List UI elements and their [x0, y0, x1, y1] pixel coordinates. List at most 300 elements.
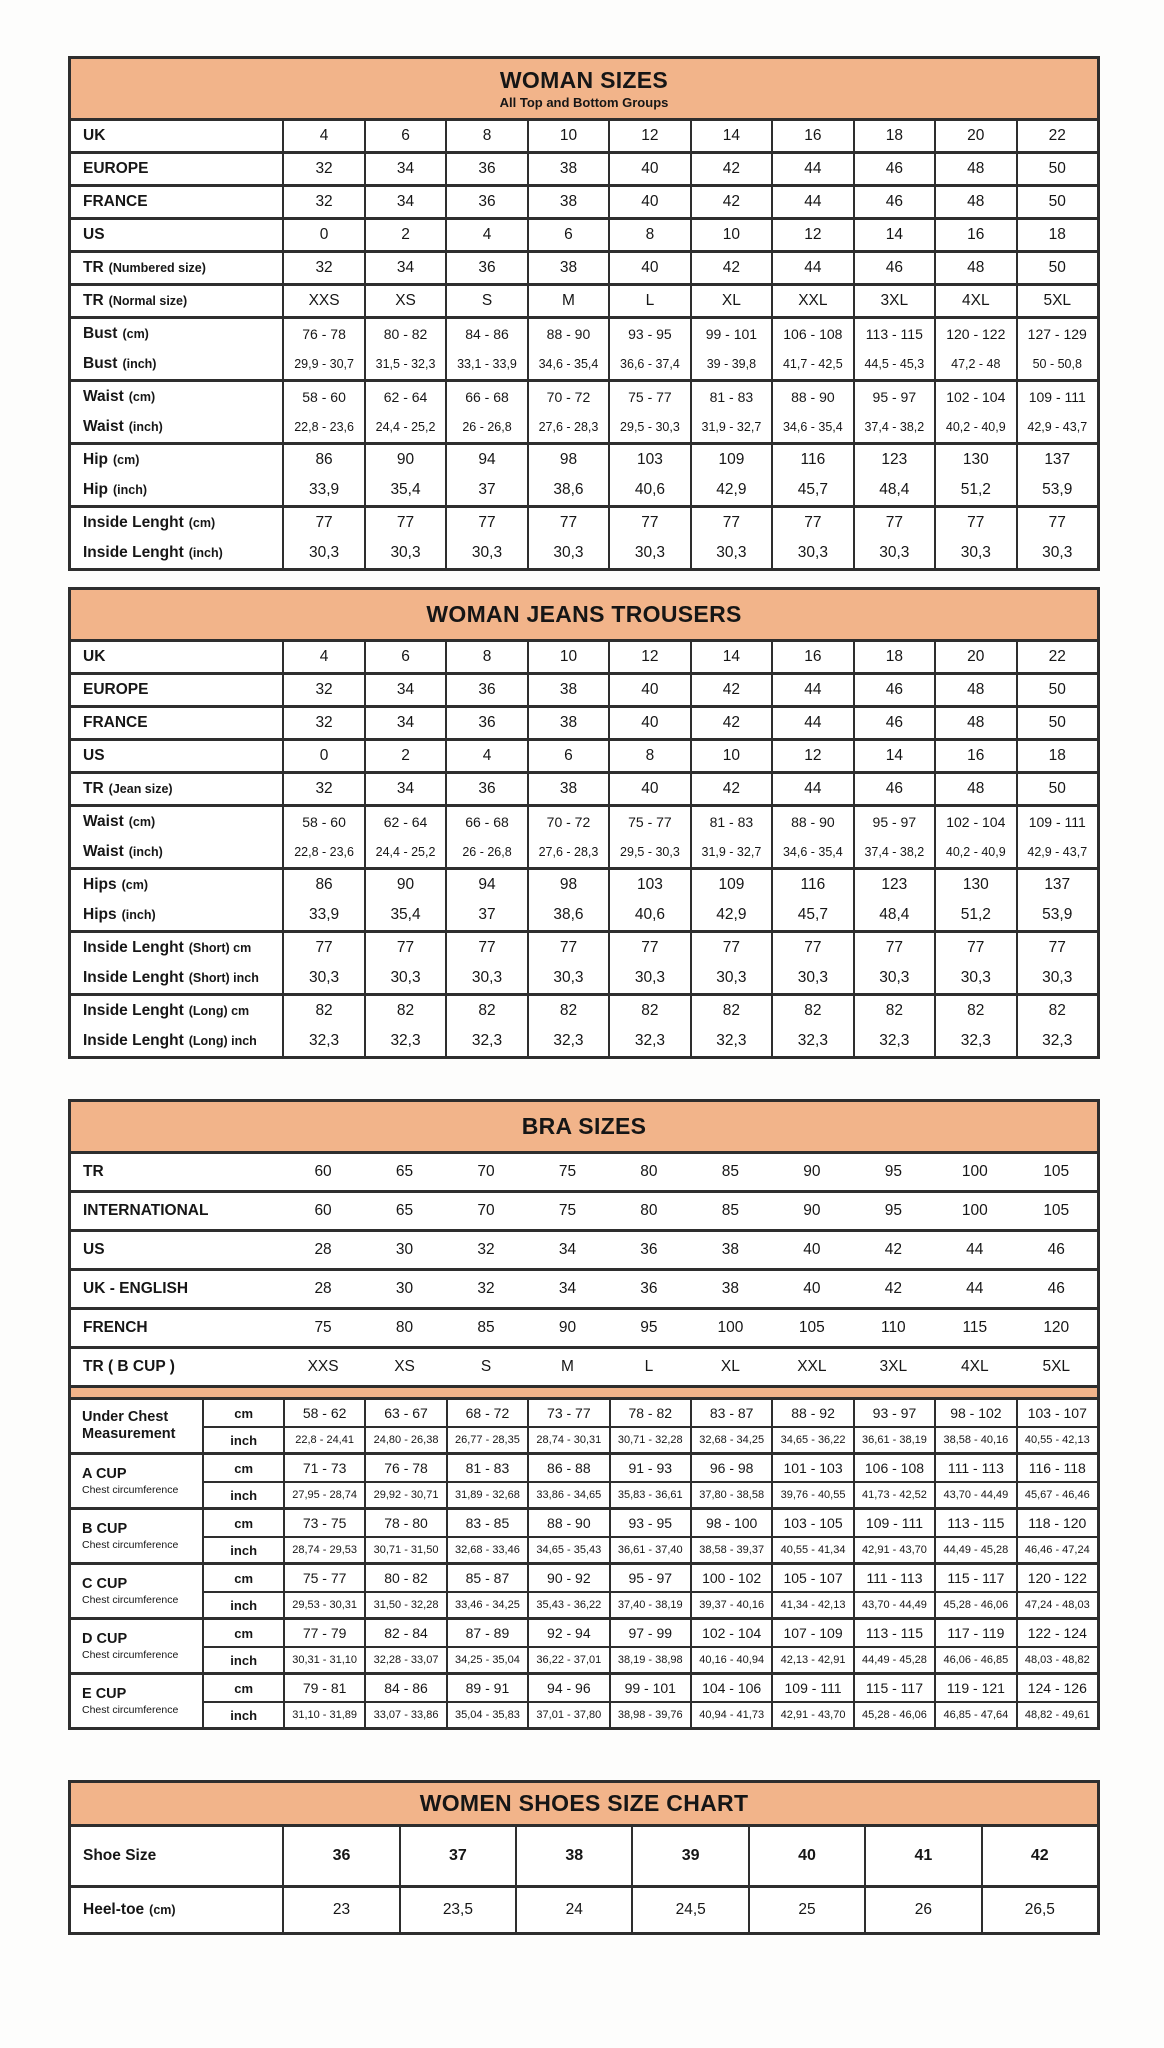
woman-sizes-title: WOMAN SIZES	[499, 67, 669, 93]
table-row	[71, 382, 1097, 412]
table-cell: 24,80 - 26,38	[364, 1428, 445, 1452]
table-cell: 77	[608, 508, 689, 538]
table-cell: 32,3	[771, 1026, 852, 1056]
table-cell: 39 - 39,8	[690, 349, 771, 379]
table-cell: 0	[282, 220, 363, 250]
jeans-title: WOMAN JEANS TROUSERS	[426, 601, 742, 627]
row-label	[71, 226, 282, 244]
table-row	[204, 1565, 1097, 1591]
table-cell: 77	[771, 933, 852, 963]
cup-group-rows	[204, 1455, 1097, 1507]
table-cell: 30,3	[527, 538, 608, 568]
table-cell: 115 - 117	[853, 1675, 934, 1701]
table-cell: 29,53 - 30,31	[283, 1593, 364, 1617]
table-cell: 33,46 - 34,25	[446, 1593, 527, 1617]
table-cell: 32	[282, 675, 363, 705]
table-row	[71, 996, 1097, 1026]
table-cell: 12	[608, 121, 689, 151]
table-block	[71, 804, 1097, 867]
row-label-note: (cm)	[112, 453, 140, 468]
table-cell: 77	[445, 933, 526, 963]
table-cell: 103 - 107	[1016, 1400, 1097, 1426]
table-cell: 26 - 26,8	[445, 412, 526, 442]
table-block	[71, 1268, 1097, 1307]
row-label	[71, 544, 282, 562]
table-cell: 14	[690, 642, 771, 672]
table-cell: 40	[608, 708, 689, 738]
table-cell: 36	[445, 253, 526, 283]
table-cell: 23	[282, 1888, 398, 1932]
table-cell: 30,3	[527, 963, 608, 993]
table-row	[71, 1349, 1097, 1385]
table-cell: 102 - 104	[934, 807, 1015, 837]
row-label	[71, 813, 282, 831]
table-cell: 22	[1016, 642, 1097, 672]
row-label	[71, 1901, 282, 1919]
table-cell: 77	[934, 933, 1015, 963]
table-cell: 42,9 - 43,7	[1016, 837, 1097, 867]
table-cell: S	[480, 1358, 492, 1375]
table-cell: 44	[771, 154, 852, 184]
table-cell: 45,7	[771, 475, 852, 505]
table-cell: 3XL	[853, 286, 934, 316]
table-cell: 30,3	[282, 538, 363, 568]
table-cell: 38	[527, 253, 608, 283]
table-row	[71, 1026, 1097, 1056]
table-cell: 32,3	[608, 1026, 689, 1056]
table-cell: 30,3	[364, 538, 445, 568]
table-block	[71, 442, 1097, 505]
table-cell: 12	[608, 642, 689, 672]
row-label	[71, 127, 282, 145]
table-cell: 50	[1016, 253, 1097, 283]
table-cell: 38	[527, 187, 608, 217]
table-cell: 82	[1016, 996, 1097, 1026]
woman-sizes-header	[71, 59, 1097, 121]
table-cell: 109	[690, 445, 771, 475]
table-row	[71, 538, 1097, 568]
table-cell: 27,95 - 28,74	[283, 1483, 364, 1507]
table-cell: 35,83 - 36,61	[609, 1483, 690, 1507]
row-label	[71, 714, 282, 732]
unit-cell: cm	[234, 1460, 254, 1476]
table-row	[71, 187, 1097, 217]
row-label-text: UK	[83, 648, 106, 666]
table-cell: 40,6	[608, 475, 689, 505]
table-cell: 24,4 - 25,2	[364, 837, 445, 867]
table-block	[71, 217, 1097, 250]
table-cell: 36,6 - 37,4	[608, 349, 689, 379]
table-cell: 32,3	[1016, 1026, 1097, 1056]
row-label	[71, 1002, 282, 1020]
table-cell: 34	[364, 708, 445, 738]
table-cell: 40	[608, 154, 689, 184]
table-cell: 51,2	[934, 475, 1015, 505]
table-cell: 44	[771, 708, 852, 738]
table-cell: 38	[527, 774, 608, 804]
table-row	[204, 1620, 1097, 1646]
unit-cell: cm	[234, 1625, 254, 1641]
table-cell: 66 - 68	[445, 382, 526, 412]
table-cell: 2	[364, 741, 445, 771]
table-cell: 65	[395, 1202, 414, 1219]
table-cell: 101 - 103	[771, 1455, 852, 1481]
table-cell: 77	[527, 508, 608, 538]
row-label-text: Bust	[83, 355, 118, 373]
table-cell: 85	[477, 1319, 495, 1336]
table-cell: 36	[445, 675, 526, 705]
table-row	[204, 1646, 1097, 1672]
cup-group-rows	[204, 1675, 1097, 1727]
table-row	[71, 708, 1097, 738]
table-cell: 4XL	[961, 1358, 989, 1375]
table-cell: 40,6	[608, 900, 689, 930]
row-label-text: Waist	[83, 813, 124, 831]
table-cell: 2	[364, 220, 445, 250]
row-label-text: Inside Lenght	[83, 1002, 184, 1020]
table-cell: 94 - 96	[527, 1675, 608, 1701]
table-cell: 32,68 - 34,25	[690, 1428, 771, 1452]
table-cell: 37,80 - 38,58	[690, 1483, 771, 1507]
table-cell: 48	[934, 253, 1015, 283]
table-cell: 30,3	[1016, 963, 1097, 993]
table-cell: 99 - 101	[690, 319, 771, 349]
table-cell: 90	[803, 1202, 821, 1219]
table-cell: L	[644, 1358, 654, 1375]
row-label-note: (cm)	[188, 516, 216, 531]
table-cell: 32	[282, 708, 363, 738]
table-cell: 37	[445, 900, 526, 930]
table-cell: 46	[853, 774, 934, 804]
table-cell: 42	[690, 253, 771, 283]
table-cell: 22	[1016, 121, 1097, 151]
unit-cell: cm	[234, 1515, 254, 1531]
table-cell: 22,8 - 23,6	[282, 412, 363, 442]
table-cell: M	[527, 286, 608, 316]
row-label-text: UK	[83, 127, 106, 145]
row-label	[71, 325, 282, 343]
table-cell: 95 - 97	[853, 807, 934, 837]
table-cell: 46	[853, 187, 934, 217]
bra-cup-group	[71, 1672, 1097, 1727]
table-cell: 81 - 83	[690, 382, 771, 412]
table-cell: 39	[631, 1827, 747, 1885]
table-cell: 46	[1047, 1241, 1065, 1258]
cup-group-subtitle: Chest circumference	[82, 1648, 179, 1661]
table-cell: 75	[558, 1202, 577, 1219]
row-label-text: US	[83, 226, 105, 244]
table-cell: 103 - 105	[771, 1510, 852, 1536]
table-cell: 36	[640, 1280, 658, 1297]
table-row	[71, 675, 1097, 705]
table-cell: 14	[690, 121, 771, 151]
table-row	[71, 1827, 1097, 1885]
row-label-text: Inside Lenght	[83, 969, 184, 987]
table-cell: 75 - 77	[608, 382, 689, 412]
table-cell: 105	[1043, 1202, 1070, 1219]
row-label-text: Waist	[83, 843, 124, 861]
table-cell: 40,94 - 41,73	[690, 1703, 771, 1727]
table-cell: 29,5 - 30,3	[608, 412, 689, 442]
table-cell: 40	[803, 1241, 821, 1258]
table-cell: 106 - 108	[771, 319, 852, 349]
table-cell: 4	[282, 121, 363, 151]
table-cell: 96 - 98	[690, 1455, 771, 1481]
table-cell: 38	[515, 1827, 631, 1885]
table-cell: 14	[853, 220, 934, 250]
table-cell: 35,4	[364, 475, 445, 505]
table-cell: 30	[395, 1241, 414, 1258]
table-block	[71, 184, 1097, 217]
table-cell: 95 - 97	[609, 1565, 690, 1591]
table-cell: 95	[884, 1202, 902, 1219]
table-cell: 38,6	[527, 900, 608, 930]
table-cell: 32	[282, 154, 363, 184]
table-cell: 38,58 - 40,16	[934, 1428, 1015, 1452]
table-cell: 77	[282, 508, 363, 538]
table-block	[71, 121, 1097, 151]
row-label-text: TR	[83, 292, 104, 310]
bra-size-rows	[71, 1154, 1097, 1385]
row-label-note: (inch)	[128, 420, 163, 435]
table-cell: 104 - 106	[690, 1675, 771, 1701]
table-cell: 83 - 87	[690, 1400, 771, 1426]
table-cell: 18	[1016, 741, 1097, 771]
table-row	[71, 1154, 1097, 1190]
row-label-text: Inside Lenght	[83, 939, 184, 957]
table-cell: XS	[394, 1358, 415, 1375]
table-cell: 18	[853, 121, 934, 151]
table-cell: 42	[981, 1827, 1097, 1885]
cup-group-subtitle: Chest circumference	[82, 1483, 179, 1496]
table-cell: 38	[721, 1280, 740, 1297]
row-label-text: INTERNATIONAL	[83, 1202, 209, 1220]
table-row	[71, 445, 1097, 475]
table-cell: 29,5 - 30,3	[608, 837, 689, 867]
bra-cup-group	[71, 1562, 1097, 1617]
table-cell: 82	[608, 996, 689, 1026]
row-label	[71, 193, 282, 211]
table-cell: 30,3	[282, 963, 363, 993]
table-cell: L	[608, 286, 689, 316]
row-label	[71, 1202, 282, 1220]
table-row	[71, 1310, 1097, 1346]
table-cell: 44,5 - 45,3	[853, 349, 934, 379]
jeans-rows	[71, 642, 1097, 1056]
table-row	[71, 963, 1097, 993]
table-cell: S	[445, 286, 526, 316]
table-cell: 80 - 82	[364, 319, 445, 349]
table-cell: 38,58 - 39,37	[690, 1538, 771, 1562]
table-cell: 33,86 - 34,65	[527, 1483, 608, 1507]
table-cell: 98 - 102	[934, 1400, 1015, 1426]
table-cell: 82	[771, 996, 852, 1026]
table-cell: 77	[853, 508, 934, 538]
table-cell: 34,65 - 36,22	[771, 1428, 852, 1452]
table-cell: 36	[445, 774, 526, 804]
table-cell: 40,55 - 42,13	[1016, 1428, 1097, 1452]
table-cell: 44	[966, 1280, 984, 1297]
table-cell: 92 - 94	[527, 1620, 608, 1646]
table-cell: 77	[690, 508, 771, 538]
table-cell: 102 - 104	[690, 1620, 771, 1646]
table-cell: 39,76 - 40,55	[771, 1483, 852, 1507]
table-cell: 30,3	[934, 963, 1015, 993]
table-cell: 70	[477, 1202, 495, 1219]
row-label-text: Heel-toe	[83, 1901, 145, 1919]
table-cell: 73 - 77	[527, 1400, 608, 1426]
table-cell: 45,67 - 46,46	[1016, 1483, 1097, 1507]
table-cell: 62 - 64	[364, 382, 445, 412]
table-block	[71, 250, 1097, 283]
table-cell: 81 - 83	[446, 1455, 527, 1481]
table-block	[71, 705, 1097, 738]
table-cell: 42	[690, 708, 771, 738]
table-cell: XXS	[282, 286, 363, 316]
table-cell: 105 - 107	[771, 1565, 852, 1591]
table-cell: 137	[1016, 445, 1097, 475]
row-label	[71, 1163, 282, 1181]
table-cell: 40,16 - 40,94	[690, 1648, 771, 1672]
table-row	[71, 837, 1097, 867]
row-label	[71, 876, 282, 894]
table-cell: 48	[934, 675, 1015, 705]
table-cell: 44	[771, 774, 852, 804]
table-row	[71, 253, 1097, 283]
table-cell: 124 - 126	[1016, 1675, 1097, 1701]
table-cell: 30,3	[445, 963, 526, 993]
table-cell: 111 - 113	[853, 1565, 934, 1591]
row-label	[71, 969, 282, 987]
table-cell: 36,61 - 37,40	[609, 1538, 690, 1562]
table-cell: 84 - 86	[445, 319, 526, 349]
table-cell: 80	[640, 1202, 658, 1219]
table-row	[204, 1455, 1097, 1481]
table-cell: 8	[445, 642, 526, 672]
table-cell: 77	[1016, 933, 1097, 963]
table-cell: 116 - 118	[1016, 1455, 1097, 1481]
row-label-note: (cm)	[149, 1903, 176, 1918]
bra-divider-band	[71, 1385, 1097, 1400]
table-cell: 10	[527, 642, 608, 672]
table-cell: 32,3	[934, 1026, 1015, 1056]
table-cell: 88 - 90	[771, 807, 852, 837]
table-cell: 30,3	[853, 963, 934, 993]
table-block	[71, 930, 1097, 993]
table-cell: 82	[527, 996, 608, 1026]
row-label	[71, 1319, 282, 1337]
bra-cup-group	[71, 1400, 1097, 1452]
table-cell: 48,4	[853, 900, 934, 930]
table-cell: 34	[558, 1280, 577, 1297]
table-cell: 32,68 - 33,46	[446, 1538, 527, 1562]
row-label	[71, 418, 282, 436]
table-cell: 122 - 124	[1016, 1620, 1097, 1646]
table-cell: 77	[608, 933, 689, 963]
table-cell: 130	[934, 870, 1015, 900]
table-cell: 38	[721, 1241, 740, 1258]
table-cell: 120 - 122	[934, 319, 1015, 349]
cup-group-label	[71, 1565, 204, 1617]
table-cell: 8	[608, 741, 689, 771]
table-row	[71, 220, 1097, 250]
table-cell: 48,82 - 49,61	[1016, 1703, 1097, 1727]
cup-group-subtitle: Chest circumference	[82, 1593, 179, 1606]
table-cell: 97 - 99	[609, 1620, 690, 1646]
table-cell: 26,77 - 28,35	[446, 1428, 527, 1452]
table-cell: 43,70 - 44,49	[934, 1483, 1015, 1507]
table-cell: 71 - 73	[283, 1455, 364, 1481]
row-label-text: Hips	[83, 876, 117, 894]
table-cell: 95	[640, 1319, 658, 1336]
table-cell: 38,98 - 39,76	[609, 1703, 690, 1727]
table-cell: 31,9 - 32,7	[690, 837, 771, 867]
row-label-note: (cm)	[122, 327, 149, 342]
table-cell: 77	[1016, 508, 1097, 538]
table-cell: 78 - 80	[364, 1510, 445, 1536]
table-row	[204, 1400, 1097, 1426]
table-cell: 27,6 - 28,3	[527, 837, 608, 867]
row-label-note: (Numbered size)	[108, 261, 206, 276]
cup-group-name: B CUP	[82, 1521, 128, 1538]
table-cell: 32	[477, 1241, 495, 1258]
table-cell: 28,74 - 29,53	[283, 1538, 364, 1562]
table-cell: 77	[853, 933, 934, 963]
table-cell: 44	[771, 675, 852, 705]
row-label	[71, 747, 282, 765]
table-cell: 30,3	[608, 963, 689, 993]
table-cell: 42	[884, 1280, 902, 1297]
table-cell: 16	[934, 220, 1015, 250]
table-cell: 85 - 87	[446, 1565, 527, 1591]
table-cell: 119 - 121	[934, 1675, 1015, 1701]
table-cell: 34,6 - 35,4	[771, 837, 852, 867]
table-cell: 34	[364, 774, 445, 804]
bra-cup-group	[71, 1452, 1097, 1507]
table-row	[71, 154, 1097, 184]
table-cell: 48,4	[853, 475, 934, 505]
table-row	[71, 1888, 1097, 1932]
table-cell: 31,89 - 32,68	[446, 1483, 527, 1507]
table-cell: 28	[314, 1241, 332, 1258]
table-cell: 35,43 - 36,22	[527, 1593, 608, 1617]
table-cell: 113 - 115	[934, 1510, 1015, 1536]
table-cell: 70 - 72	[527, 807, 608, 837]
table-cell: 102 - 104	[934, 382, 1015, 412]
cup-group-rows	[204, 1620, 1097, 1672]
table-cell: 30,3	[690, 963, 771, 993]
woman-sizes-subtitle: All Top and Bottom Groups	[499, 95, 669, 110]
table-block	[71, 1885, 1097, 1932]
table-cell: 31,50 - 32,28	[364, 1593, 445, 1617]
table-cell: 32,3	[282, 1026, 363, 1056]
table-row	[71, 349, 1097, 379]
table-cell: 16	[771, 642, 852, 672]
table-cell: 118 - 120	[1016, 1510, 1097, 1536]
table-cell: 40	[608, 187, 689, 217]
table-block	[71, 1346, 1097, 1385]
row-label	[71, 1847, 282, 1865]
table-row	[204, 1481, 1097, 1507]
table-cell: 30,3	[364, 963, 445, 993]
table-cell: 50	[1016, 675, 1097, 705]
table-cell: 42	[884, 1241, 902, 1258]
cup-group-name: E CUP	[82, 1686, 127, 1703]
table-cell: 14	[853, 741, 934, 771]
table-cell: 0	[282, 741, 363, 771]
table-row	[71, 319, 1097, 349]
row-label-text: TR ( B CUP )	[83, 1358, 175, 1376]
